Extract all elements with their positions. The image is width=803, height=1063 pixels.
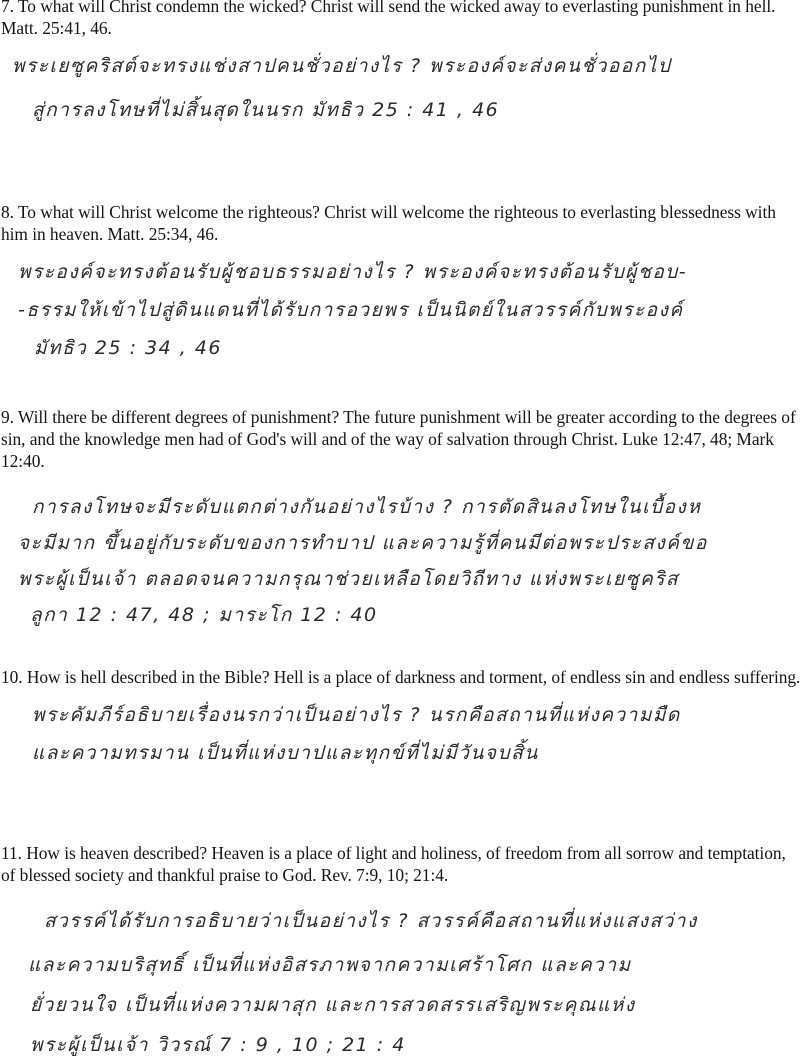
handwritten-line: พระผู้เป็นเจ้า วิวรณ์ 7 : 9 , 10 ; 21 : 4 [30, 1034, 406, 1056]
handwritten-line: การลงโทษจะมีระดับแตกต่างกันอย่างไรบ้าง ? การตัดสินลงโทษในเบื้องห [32, 496, 702, 518]
question-9-text: 9. Will there be different degrees of punishment? The future punishment will be greater according to the degrees of sin, and the knowledge men had of God's will and of the way of salvation through Christ. Luke 12:47, 48; Mark 12:40. [1, 407, 796, 471]
question-11 [0, 842, 803, 1056]
question-8-text: 8. To what will Christ welcome the righteous? Christ will welcome the righteous to everlasting blessedness with him in heaven. Matt. 25:34, 46. [1, 202, 776, 244]
handwritten-line: สู่การลงโทษที่ไม่สิ้นสุดในนรก มัทธิว 25 : 41 , 46 [32, 99, 500, 121]
handwritten-line: พระองค์จะทรงต้อนรับผู้ชอบธรรมอย่างไร ? พระองค์จะทรงต้อนรับผู้ชอบ- [18, 261, 688, 283]
handwritten-line: ลูกา 12 : 47, 48 ; มาระโก 12 : 40 [30, 604, 378, 626]
question-7 [0, 0, 803, 121]
handwritten-line: และความบริสุทธิ์ เป็นที่แห่งอิสรภาพจากความเศร้าโศก และความ [28, 954, 632, 976]
handwritten-line: สวรรค์ได้รับการอธิบายว่าเป็นอย่างไร ? สวรรค์คือสถานที่แห่งแสงสว่าง [44, 910, 698, 932]
handwritten-line: ยั่วยวนใจ เป็นที่แห่งความผาสุก และการสวดสรรเสริญพระคุณแห่ง [30, 994, 636, 1016]
question-10-text: 10. How is hell described in the Bible? Hell is a place of darkness and torment, of endless sin and endless suffering. [1, 667, 801, 687]
question-11-text: 11. How is heaven described? Heaven is a place of light and holiness, of freedom from all sorrow and temptation, of blessed society and thankful praise to God. Rev. 7:9, 10; 21:4. [1, 843, 786, 885]
question-9 [0, 406, 803, 626]
handwritten-line: พระผู้เป็นเจ้า ตลอดจนความกรุณาช่วยเหลือโดยวิถีทาง แห่งพระเยซูคริส [18, 568, 680, 590]
question-7-text: 7. To what will Christ condemn the wicked? Christ will send the wicked away to everlasting punishment in hell. Matt. 25:41, 46. [1, 0, 776, 38]
question-8 [0, 201, 803, 359]
handwritten-line: พระคัมภีร์อธิบายเรื่องนรกว่าเป็นอย่างไร ? นรกคือสถานที่แห่งความมืด [32, 704, 681, 726]
handwritten-line: จะมีมาก ขึ้นอยู่กับระดับของการทำบาป และความรู้ที่คนมีต่อพระประสงค์ขอ [18, 532, 708, 554]
handwritten-line: มัทธิว 25 : 34 , 46 [34, 337, 222, 359]
handwritten-line: พระเยซูคริสต์จะทรงแช่งสาปคนชั่วอย่างไร ? พระองค์จะส่งคนชั่วออกไป [12, 55, 672, 77]
question-10 [0, 666, 803, 764]
handwritten-line: -ธรรมให้เข้าไปสู่ดินแดนที่ได้รับการอวยพร เป็นนิตย์ในสวรรค์กับพระองค์ [18, 299, 684, 321]
handwritten-line: และความทรมาน เป็นที่แห่งบาปและทุกข์ที่ไม่มีวันจบสิ้น [32, 742, 539, 764]
